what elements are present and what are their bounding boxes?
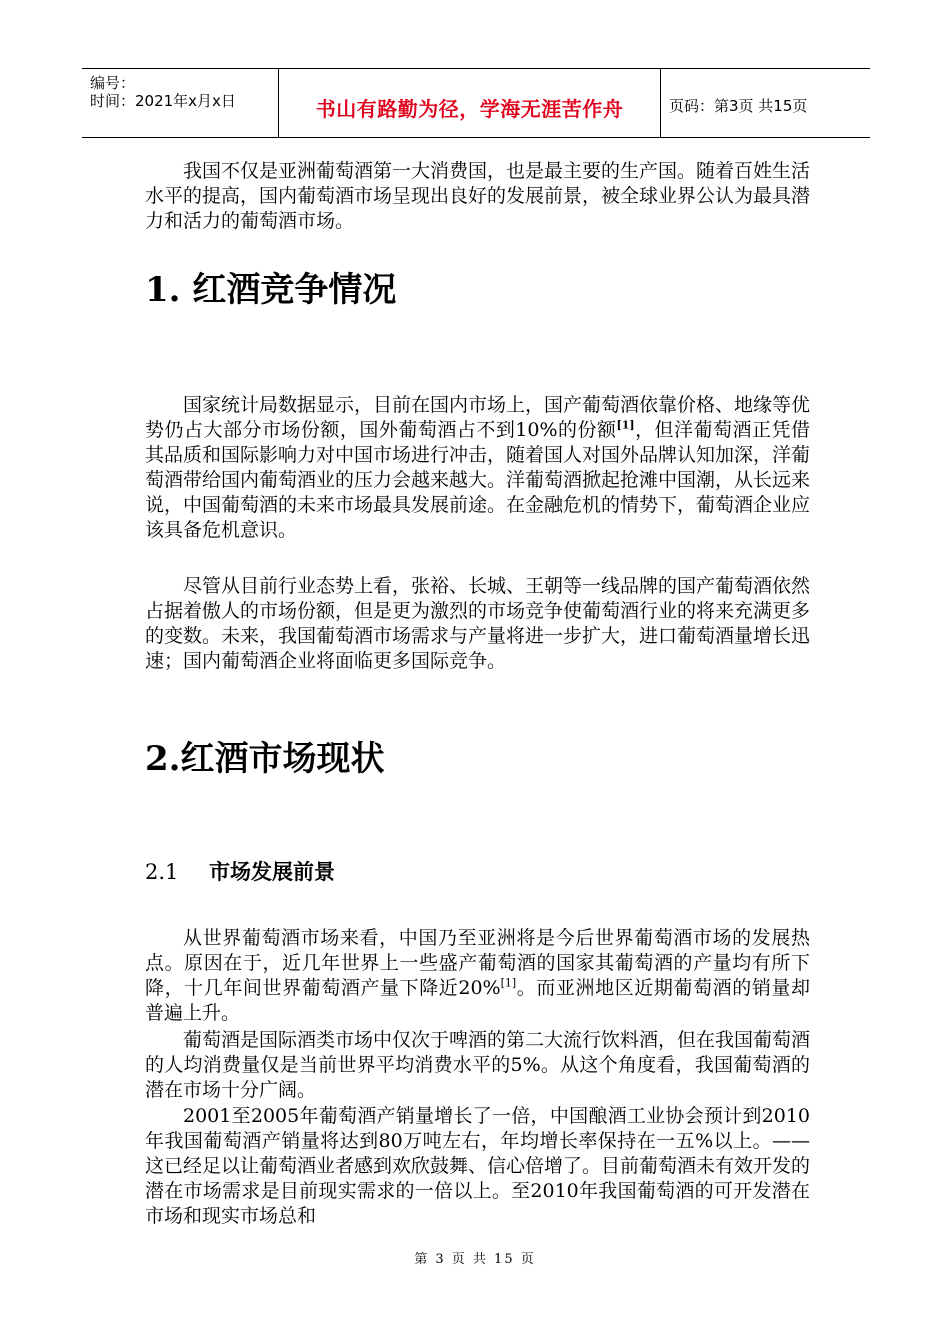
header-page-info: 页码：第3页 共15页 [669, 97, 808, 115]
header-page-cell [661, 69, 870, 137]
subsection-label: 市场发展前景 [209, 859, 335, 884]
s21-p1-text-a: 从世界葡萄酒市场来看，中国乃至亚洲将是今后世界葡萄酒市场的发展热点。原因在于，近几年世界上一些盛产葡萄酒的国家其葡萄酒的产量均有所下降，十几年间世界葡萄酒产量下降近20% [145, 927, 810, 999]
subsection-2-1-title [145, 856, 335, 886]
s1-p1-text-a: 国家统计局数据显示，目前在国内市场上，国产葡萄酒依靠价格、地缘等优势仍占大部分市场份额，国外葡萄酒占不到10%的份额 [145, 394, 811, 441]
intro-paragraph: 我国不仅是亚洲葡萄酒第一大消费国，也是最主要的生产国。随着百姓生活水平的提高，国内葡萄酒市场呈现出良好的发展前景，被全球业界公认为最具潜力和活力的葡萄酒市场。 [145, 160, 811, 232]
section-2-1-paragraph-1 [145, 926, 810, 1026]
section-1-paragraph-1 [145, 393, 810, 543]
citation-ref: [1] [500, 976, 517, 990]
header-motto-cell [279, 69, 661, 137]
section-2-title: 2.红酒市场现状 [145, 739, 385, 779]
number-label: 编号： [90, 74, 136, 92]
citation-ref: [1] [616, 418, 635, 432]
s21-p1-text-b: 。而亚洲地区近期葡萄酒的销量却普遍上升。 [145, 977, 810, 1024]
header-meta [82, 69, 279, 137]
section-2-1-paragraph-3: 2001至2005年葡萄酒产销量增长了一倍，中国酿酒工业协会预计到2010年我国葡萄酒产销量将达到80万吨左右，年均增长率保持在一五%以上。——这已经足以让葡萄酒业者感到欢欣鼓舞、信心倍增了。目前葡萄酒未有效开发的潜在市场需求是目前现实需求的一倍以上。至2010年我国葡萄酒的可开发潜在市场和现实市场总和 [145, 1105, 811, 1227]
page-footer: 第 3 页 共 15 页 [414, 1252, 536, 1267]
s1-p1-text-b: ，但洋葡萄酒正凭借其品质和国际影响力对中国市场进行冲击，随着国人对国外品牌认知加深，洋葡萄酒带给国内葡萄酒业的压力会越来越大。洋葡萄酒掀起抢滩中国潮，从长远来说，中国葡萄酒的未来市场最具发展前途。在金融危机的情势下，葡萄酒企业应该具备危机意识。 [145, 419, 811, 541]
page-header [82, 68, 870, 138]
time-label: 时间：2021年x月x日 [90, 92, 236, 110]
section-1-paragraph-2: 尽管从目前行业态势上看，张裕、长城、王朝等一线品牌的国产葡萄酒依然占据着傲人的市场份额，但是更为激烈的市场竞争使葡萄酒行业的将来充满更多的变数。未来，我国葡萄酒市场需求与产量将进一步扩大，进口葡萄酒量增长迅速；国内葡萄酒企业将面临更多国际竞争。 [145, 575, 811, 672]
header-motto: 书山有路勤为径，学海无涯苦作舟 [315, 97, 624, 121]
section-2-1-paragraph-2: 葡萄酒是国际酒类市场中仅次于啤酒的第二大流行饮料酒，但在我国葡萄酒的人均消费量仅是当前世界平均消费水平的5%。从这个角度看，我国葡萄酒的潜在市场十分广阔。 [145, 1029, 811, 1101]
subsection-number: 2.1 [145, 860, 179, 884]
section-1-title: 1. 红酒竞争情况 [145, 270, 397, 310]
